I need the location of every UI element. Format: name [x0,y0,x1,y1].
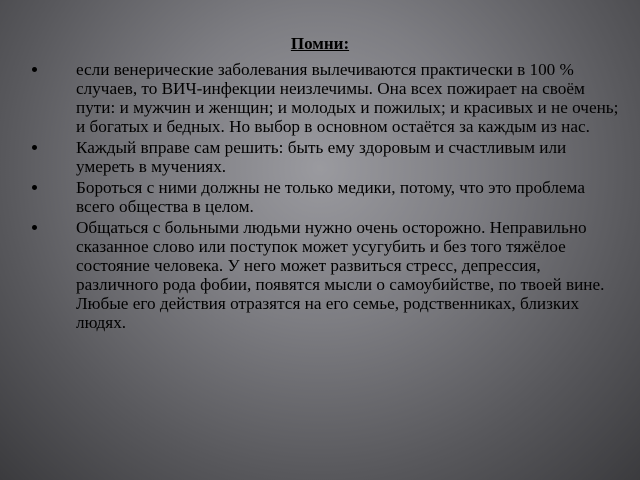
bullet-item-4 [26,218,626,332]
bullet-text-3: Бороться с ними должны не только медики, потому, что это проблема всего общества в целом. [76,178,585,216]
bullet-item-1 [26,60,626,136]
bullet-list [26,60,626,334]
bullet-dot-icon [32,145,37,150]
bullet-text-1: если венерические заболевания вылечиваются практически в 100 % случаев, то ВИЧ-инфекции неизлечимы. Она всех пожирает на своём пути: и мужчин и женщин; и молодых и пожилых; и красивых и не очень; и богатых и бедных. Но выбор в основном остаётся за каждым из нас. [76,60,619,136]
bullet-text-4: Общаться с больными людьми нужно очень осторожно. Неправильно сказанное слово или поступок может усугубить и без того тяжёлое состояние человека. У него может развиться стресс, депрессия, различного рода фобии, появятся мысли о самоубийстве, по твоей вине. Любые его действия отразятся на его семье, родственниках, близких людях. [76,218,605,332]
slide-title: Помни: [290,34,350,53]
bullet-text-2: Каждый вправе сам решить: быть ему здоровым и счастливым или умереть в мучениях. [76,138,567,176]
bullet-dot-icon [32,67,37,72]
bullet-dot-icon [32,185,37,190]
bullet-item-2 [26,138,626,176]
bullet-item-3 [26,178,626,216]
bullet-dot-icon [32,225,37,230]
